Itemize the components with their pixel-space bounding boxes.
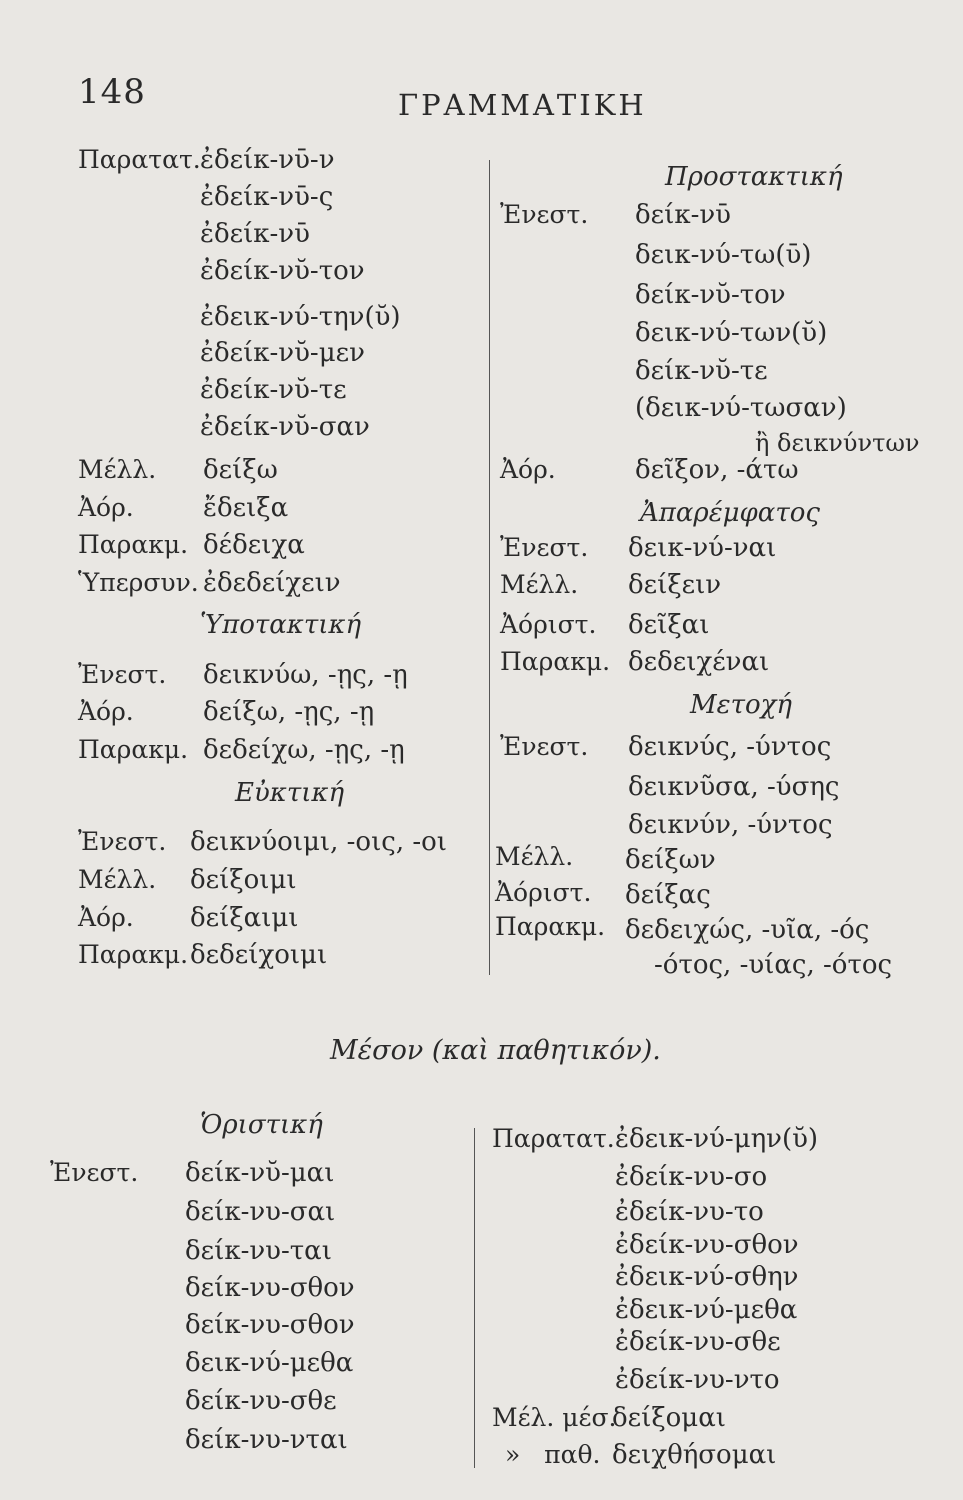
participle-form: δείξων <box>625 845 716 875</box>
participle-heading: Μετοχή <box>690 690 792 720</box>
infinitive-form: δεικ-νύ-ναι <box>628 533 777 563</box>
optative-label: Ἐνεστ. <box>78 827 167 856</box>
tense-form: ἔδειξα <box>203 493 289 523</box>
middle-future-label: Μέλ. μέσ. <box>492 1403 617 1432</box>
imperative-form: δείκ-νῠ-τε <box>635 356 768 386</box>
imperative-alt: ἢ δεικνύντων <box>755 429 920 457</box>
optative-form: δεδείχοιμι <box>190 940 328 970</box>
participle-present-label: Ἐνεστ. <box>500 732 589 761</box>
infinitive-heading: Ἀπαρέμφατος <box>640 498 820 528</box>
column-divider-active <box>489 160 490 975</box>
indicative-form: δείκ-νῠ-μαι <box>185 1158 335 1188</box>
subjunctive-label: Παρακμ. <box>78 735 189 764</box>
optative-form: δεικνύοιμι, -οις, -οι <box>190 827 448 857</box>
indicative-form: δείκ-νυ-ται <box>185 1236 332 1266</box>
subjunctive-label: Ἀόρ. <box>78 697 134 726</box>
running-head: ΓΡΑΜΜΑΤΙΚΗ <box>398 88 647 122</box>
indicative-form: δείκ-νυ-σθον <box>185 1273 355 1303</box>
indicative-form: δείκ-νυ-σθε <box>185 1386 337 1416</box>
middle-voice-title: Μέσον (καὶ παθητικόν). <box>330 1035 661 1066</box>
participle-label: Παρακμ. <box>495 912 606 941</box>
optative-label: Ἀόρ. <box>78 903 134 932</box>
imperfect-form: ἐδείκ-νῠ-τε <box>200 375 347 405</box>
imperative-form: δείκ-νῠ-τον <box>635 280 786 310</box>
indicative-form: δεικ-νύ-μεθα <box>185 1348 354 1378</box>
participle-present-form: δεικνῦσα, -ύσης <box>628 772 840 802</box>
optative-form: δείξοιμι <box>190 865 297 895</box>
imperative-form: δεικ-νύ-των(ῠ) <box>635 318 828 348</box>
indicative-form: δείκ-νυ-σαι <box>185 1197 336 1227</box>
imperative-heading: Προστακτική <box>665 162 843 192</box>
imperfect-form: ἐδείκ-νῠ-σαν <box>200 412 370 442</box>
participle-form: δεδειχώς, -υῖα, -ός <box>625 915 870 945</box>
infinitive-form: δεδειχέναι <box>628 647 770 677</box>
optative-form: δείξαιμι <box>190 903 299 933</box>
imperfect-form: ἐδείκ-νῠ-τον <box>200 256 365 286</box>
participle-form: δείξας <box>625 880 711 910</box>
tense-label: Παρακμ. <box>78 530 189 559</box>
infinitive-label: Μέλλ. <box>500 570 579 599</box>
tense-label: Μέλλ. <box>78 455 157 484</box>
participle-present-form: δεικνύν, -ύντος <box>628 810 833 840</box>
infinitive-form: δεῖξαι <box>628 610 710 640</box>
participle-present-form: δεικνύς, -ύντος <box>628 732 832 762</box>
indicative-form: δείκ-νυ-σθον <box>185 1310 355 1340</box>
passive-future-form: δειχθήσομαι <box>612 1440 777 1470</box>
participle-label: Μέλλ. <box>495 842 574 871</box>
middle-imperfect-label: Παρατατ. <box>492 1124 615 1153</box>
imperative-aorist-label: Ἀόρ. <box>500 455 556 484</box>
passive-future-label: » παθ. <box>505 1440 601 1469</box>
imperative-form: δεικ-νύ-τω(ῡ) <box>635 240 812 270</box>
infinitive-label: Ἀόριστ. <box>500 610 597 639</box>
imperative-form: δείκ-νῡ <box>635 200 731 230</box>
tense-form: δέδειχα <box>203 530 305 560</box>
indicative-heading: Ὁριστική <box>200 1110 323 1140</box>
page-number: 148 <box>78 72 146 112</box>
middle-imperfect-form: ἐδείκ-νυ-σθον <box>615 1230 799 1260</box>
middle-imperfect-form: ἐδείκ-νυ-το <box>615 1197 764 1227</box>
participle-label: Ἀόριστ. <box>495 878 592 907</box>
indicative-label: Ἐνεστ. <box>50 1158 139 1187</box>
imperfect-label: Παρατατ. <box>78 145 201 174</box>
imperative-aorist-form: δεῖξον, -άτω <box>635 455 799 485</box>
subjunctive-form: δεδείχω, -ῃς, -ῃ <box>203 735 405 765</box>
middle-future-form: δείξομαι <box>612 1403 726 1433</box>
imperfect-form: ἐδείκ-νῡ-ν <box>200 145 335 175</box>
imperfect-form: ἐδείκ-νῠ-μεν <box>200 338 365 368</box>
imperfect-form: ἐδεικ-νύ-την(ῠ) <box>200 302 401 332</box>
imperfect-form: ἐδείκ-νῡ-ς <box>200 182 334 212</box>
infinitive-form: δείξειν <box>628 570 722 600</box>
imperative-label: Ἐνεστ. <box>500 200 589 229</box>
tense-form: δείξω <box>203 455 278 485</box>
imperfect-form: ἐδείκ-νῡ <box>200 219 310 249</box>
tense-label: Ὑπερσυν. <box>78 568 199 597</box>
optative-label: Παρακμ. <box>78 940 189 969</box>
middle-imperfect-form: ἐδείκ-νυ-σο <box>615 1162 768 1192</box>
column-divider-middle <box>474 1128 475 1468</box>
middle-imperfect-form: ἐδείκ-νυ-ντο <box>615 1365 780 1395</box>
subjunctive-label: Ἐνεστ. <box>78 660 167 689</box>
subjunctive-form: δεικνύω, -ῃς, -ῃ <box>203 660 408 690</box>
tense-label: Ἀόρ. <box>78 493 134 522</box>
optative-label: Μέλλ. <box>78 865 157 894</box>
indicative-form: δείκ-νυ-νται <box>185 1425 348 1455</box>
infinitive-label: Παρακμ. <box>500 647 611 676</box>
subjunctive-form: δείξω, -ῃς, -ῃ <box>203 697 375 727</box>
participle-perfect-continuation: -ότος, -υίας, -ότος <box>654 950 893 980</box>
middle-imperfect-form: ἐδεικ-νύ-σθην <box>615 1262 799 1292</box>
infinitive-label: Ἐνεστ. <box>500 533 589 562</box>
subjunctive-heading: Ὑποτακτική <box>200 610 362 640</box>
middle-imperfect-form: ἐδεικ-νύ-μην(ῠ) <box>615 1124 819 1154</box>
imperative-form: (δεικ-νύ-τωσαν) <box>635 393 847 423</box>
tense-form: ἐδεδείχειν <box>203 568 341 598</box>
middle-imperfect-form: ἐδεικ-νύ-μεθα <box>615 1295 798 1325</box>
optative-heading: Εὐκτική <box>235 778 345 808</box>
middle-imperfect-form: ἐδείκ-νυ-σθε <box>615 1327 781 1357</box>
